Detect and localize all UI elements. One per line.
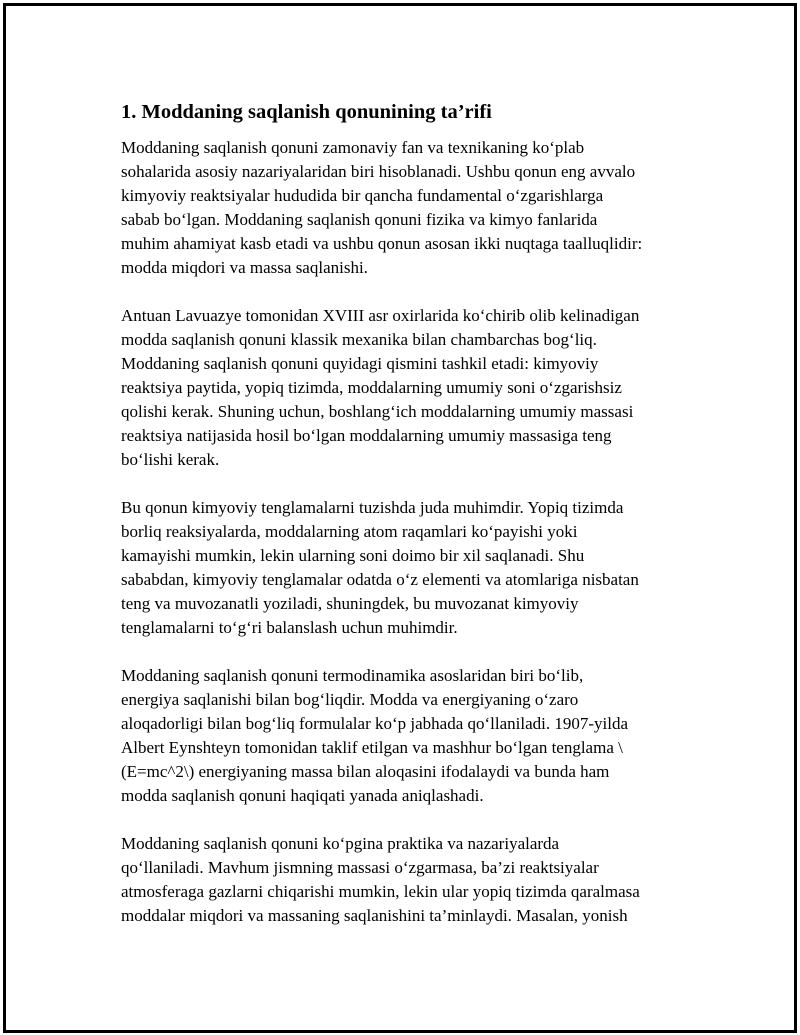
- text-line: sababdan, kimyoviy tenglamalar odatda o‘z elementi va atomlariga nisbatan: [121, 570, 639, 589]
- paragraph-5: [121, 832, 706, 928]
- text-line: kimyoviy reaktsiyalar hududida bir qancha fundamental o‘zgarishlarga: [121, 186, 604, 205]
- text-line: aloqadorligi bilan bog‘liq formulalar ko‘p jabhada qo‘llaniladi. 1907-yilda: [121, 714, 629, 733]
- text-line: reaktsiya paytida, yopiq tizimda, moddalarning umumiy soni o‘zgarishsiz: [121, 378, 622, 397]
- text-line: atmosferaga gazlarni chiqarishi mumkin, lekin ular yopiq tizimda qaralmasa: [121, 882, 640, 901]
- paragraph-1: [121, 136, 706, 280]
- page-frame: [3, 3, 797, 1033]
- text-line: Albert Eynshteyn tomonidan taklif etilgan va mashhur bo‘lgan tenglama \: [121, 738, 623, 757]
- text-line: Moddaning saqlanish qonuni quyidagi qismini tashkil etadi: kimyoviy: [121, 354, 599, 373]
- text-line: bo‘lishi kerak.: [121, 450, 220, 469]
- paragraph-2: [121, 304, 706, 472]
- text-line: modda saqlanish qonuni klassik mexanika bilan chambarchas bog‘liq.: [121, 330, 597, 349]
- paragraph-4: [121, 664, 706, 808]
- text-line: modda saqlanish qonuni haqiqati yanada aniqlashadi.: [121, 786, 484, 805]
- text-line: Moddaning saqlanish qonuni ko‘pgina praktika va nazariyalarda: [121, 834, 560, 853]
- text-line: reaktsiya natijasida hosil bo‘lgan moddalarning umumiy massasiga teng: [121, 426, 612, 445]
- text-line: (E=mc^2\) energiyaning massa bilan aloqasini ifodalaydi va bunda ham: [121, 762, 610, 781]
- text-line: teng va muvozanatli yoziladi, shuningdek, bu muvozanat kimyoviy: [121, 594, 579, 613]
- text-line: kamayishi mumkin, lekin ularning soni doimo bir xil saqlanadi. Shu: [121, 546, 585, 565]
- document-body: [121, 98, 706, 928]
- text-line: borliq reaksiyalarda, moddalarning atom raqamlari ko‘payishi yoki: [121, 522, 578, 541]
- text-line: qolishi kerak. Shuning uchun, boshlang‘ich moddalarning umumiy massasi: [121, 402, 634, 421]
- text-line: tenglamalarni to‘g‘ri balanslash uchun muhimdir.: [121, 618, 458, 637]
- text-line: modda miqdori va massa saqlanishi.: [121, 258, 368, 277]
- text-line: sohalarida asosiy nazariyalaridan biri hisoblanadi. Ushbu qonun eng avvalo: [121, 162, 636, 181]
- text-line: moddalar miqdori va massaning saqlanishini ta’minlaydi. Masalan, yonish: [121, 906, 628, 925]
- text-line: muhim ahamiyat kasb etadi va ushbu qonun asosan ikki nuqtaga taalluqlidir:: [121, 234, 643, 253]
- text-line: Moddaning saqlanish qonuni zamonaviy fan va texnikaning ko‘plab: [121, 138, 585, 157]
- text-line: sabab bo‘lgan. Moddaning saqlanish qonuni fizika va kimyo fanlarida: [121, 210, 598, 229]
- text-line: Antuan Lavuazye tomonidan XVIII asr oxirlarida ko‘chirib olib kelinadigan: [121, 306, 640, 325]
- paragraph-3: [121, 496, 706, 640]
- text-line: qo‘llaniladi. Mavhum jismning massasi o‘zgarmasa, ba’zi reaktsiyalar: [121, 858, 599, 877]
- text-line: Bu qonun kimyoviy tenglamalarni tuzishda juda muhimdir. Yopiq tizimda: [121, 498, 624, 517]
- text-line: energiya saqlanishi bilan bog‘liqdir. Modda va energiyaning o‘zaro: [121, 690, 579, 709]
- text-line: Moddaning saqlanish qonuni termodinamika asoslaridan biri bo‘lib,: [121, 666, 584, 685]
- section-heading: 1. Moddaning saqlanish qonunining ta’rifi: [121, 101, 492, 123]
